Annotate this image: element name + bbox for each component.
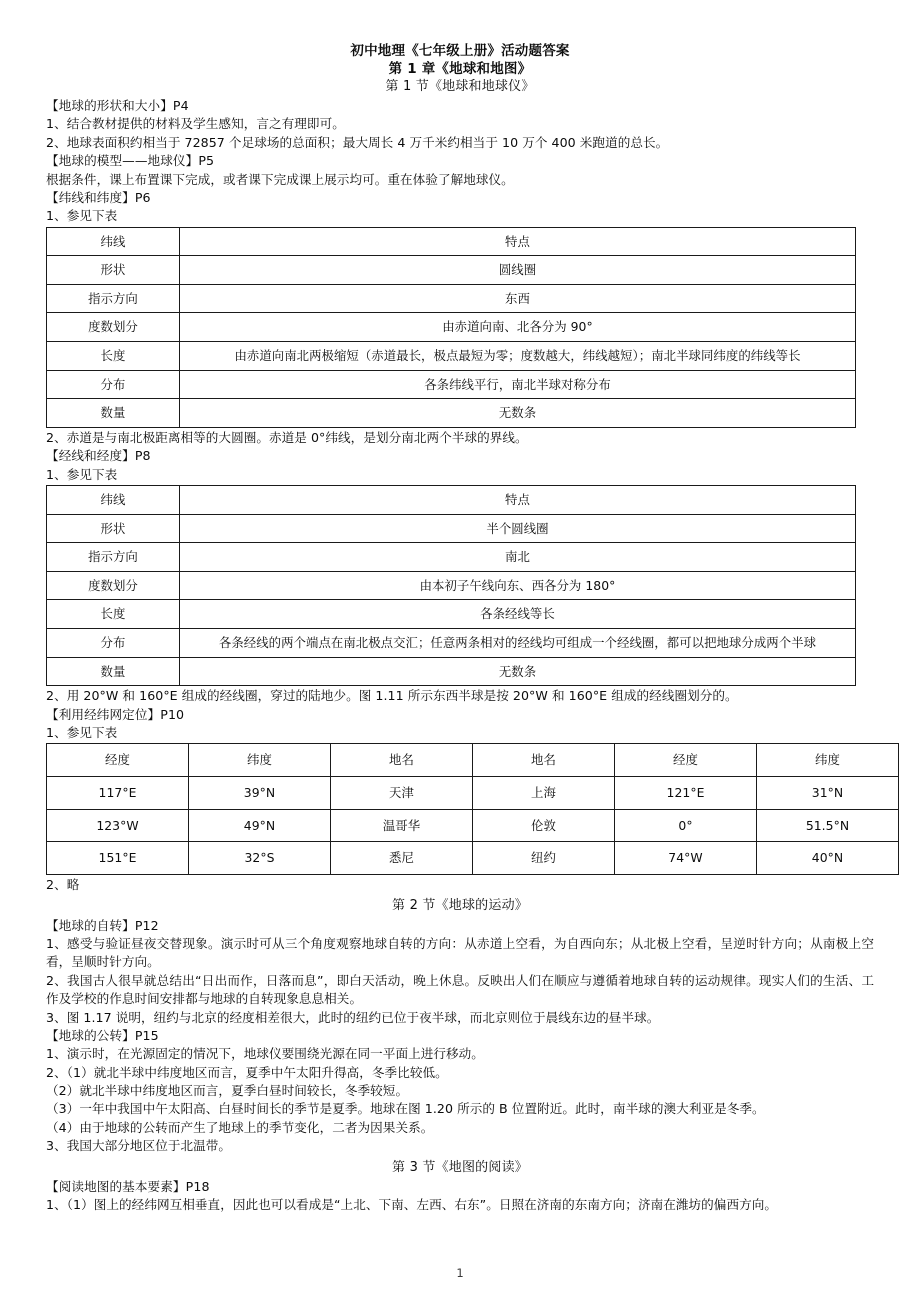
table-cell-key: 长度 bbox=[47, 342, 180, 371]
table-cell: 151°E bbox=[47, 842, 189, 875]
table-cell: 32°S bbox=[189, 842, 331, 875]
table-cell-key: 分布 bbox=[47, 370, 180, 399]
table-cell: 温哥华 bbox=[331, 809, 473, 842]
table-cell: 40°N bbox=[757, 842, 899, 875]
heading-longitude: 【经线和经度】P8 bbox=[46, 448, 151, 464]
longitude-table-body bbox=[47, 486, 856, 686]
table-header-row bbox=[47, 744, 899, 777]
table-row bbox=[47, 342, 856, 371]
section-2-heading: 第 2 节《地球的运动》 bbox=[392, 898, 528, 914]
table-header-cell: 特点 bbox=[180, 227, 856, 256]
table-row bbox=[47, 284, 856, 313]
title-block bbox=[46, 42, 874, 97]
paragraph-s2-9: 3、我国大部分地区位于北温带。 bbox=[46, 1138, 232, 1154]
table-cell: 天津 bbox=[331, 777, 473, 810]
table-cell-value: 各条纬线平行，南北半球对称分布 bbox=[180, 370, 856, 399]
table-cell: 74°W bbox=[615, 842, 757, 875]
heading-earth-rotation: 【地球的自转】P12 bbox=[46, 917, 159, 933]
table-cell-key: 长度 bbox=[47, 600, 180, 629]
section-1-heading: 第 1 节《地球和地球仪》 bbox=[385, 79, 535, 95]
paragraph-s2-3: 3、图 1.17 说明，纽约与北京的经度相差很大，此时的纽约已位于夜半球，而北京则位于晨线东边的昼半球。 bbox=[46, 1009, 660, 1025]
table-cell-key: 度数划分 bbox=[47, 571, 180, 600]
table-cell-value: 半个圆线圈 bbox=[180, 514, 856, 543]
table-row bbox=[47, 571, 856, 600]
heading-earth-revolution: 【地球的公转】P15 bbox=[46, 1027, 159, 1043]
table-cell-key: 度数划分 bbox=[47, 313, 180, 342]
paragraph-s1-2: 2、地球表面积约相当于 72857 个足球场的总面积；最大周长 4 万千米约相当于 10 万个 400 米跑道的总长。 bbox=[46, 134, 669, 150]
paragraph-s1-8: 1、参见下表 bbox=[46, 725, 118, 741]
coordinates-table-body bbox=[47, 744, 899, 874]
table-cell: 上海 bbox=[473, 777, 615, 810]
table-cell-key: 指示方向 bbox=[47, 284, 180, 313]
table-header-cell: 纬线 bbox=[47, 486, 180, 515]
table-row bbox=[47, 514, 856, 543]
table-header-cell: 纬线 bbox=[47, 227, 180, 256]
table-cell-value: 南北 bbox=[180, 543, 856, 572]
paragraph-s2-2: 2、我国古人很早就总结出“日出而作，日落而息”，即白天活动，晚上休息。反映出人们在顺应与遵循着地球自转的运动规律。现实人们的生活、工作及学校的作息时间安排都与地球的自转现象息息相关。 bbox=[46, 972, 874, 1007]
heading-map-basic-elements: 【阅读地图的基本要素】P18 bbox=[46, 1179, 210, 1195]
chapter-title: 第 1 章《地球和地图》 bbox=[388, 61, 532, 78]
table-row bbox=[47, 629, 856, 658]
table-row bbox=[47, 777, 899, 810]
table-cell-value: 东西 bbox=[180, 284, 856, 313]
table-row bbox=[47, 809, 899, 842]
table-header-row bbox=[47, 227, 856, 256]
table-cell: 0° bbox=[615, 809, 757, 842]
paragraph-s2-6: （2）就北半球中纬度地区而言，夏季白昼时间较长，冬季较短。 bbox=[46, 1083, 409, 1099]
table-cell: 123°W bbox=[47, 809, 189, 842]
table-row bbox=[47, 313, 856, 342]
heading-latitude: 【纬线和纬度】P6 bbox=[46, 189, 151, 205]
paragraph-s2-7: （3）一年中我国中午太阳高、白昼时间长的季节是夏季。地球在图 1.20 所示的 B 位置附近。此时，南半球的澳大利亚是冬季。 bbox=[46, 1101, 765, 1117]
table-header-row bbox=[47, 486, 856, 515]
paragraph-s3-1: 1、（1）图上的经纬网互相垂直，因此也可以看成是“上北、下南、左西、右东”。日照在济南的东南方向；济南在潍坊的偏西方向。 bbox=[46, 1197, 778, 1213]
table-cell: 49°N bbox=[189, 809, 331, 842]
paragraph-s2-1: 1、感受与验证昼夜交替现象。演示时可从三个角度观察地球自转的方向：从赤道上空看，为自西向东；从北极上空看，呈逆时针方向；从南极上空看，呈顺时针方向。 bbox=[46, 936, 874, 970]
table-cell: 117°E bbox=[47, 777, 189, 810]
table-cell: 伦敦 bbox=[473, 809, 615, 842]
table-cell-key: 形状 bbox=[47, 514, 180, 543]
table-cell: 39°N bbox=[189, 777, 331, 810]
table-header-cell: 纬度 bbox=[189, 744, 331, 777]
table-cell-value: 由赤道向南北两极缩短（赤道最长，极点最短为零；度数越大，纬线越短）；南北半球同纬度的纬线等长 bbox=[180, 342, 856, 371]
table-cell-value: 圆线圈 bbox=[180, 256, 856, 285]
table-cell: 31°N bbox=[757, 777, 899, 810]
table-header-cell: 经度 bbox=[615, 744, 757, 777]
table-cell: 51.5°N bbox=[757, 809, 899, 842]
paragraph-s2-4: 1、演示时，在光源固定的情况下，地球仪要围绕光源在同一平面上进行移动。 bbox=[46, 1046, 484, 1062]
table-row bbox=[47, 657, 856, 686]
table-header-cell: 地名 bbox=[473, 744, 615, 777]
table-cell-key: 数量 bbox=[47, 657, 180, 686]
paragraph-s1-5: 2、赤道是与南北极距离相等的大圆圈。赤道是 0°纬线，是划分南北两个半球的界线。 bbox=[46, 429, 528, 445]
table-cell: 纽约 bbox=[473, 842, 615, 875]
table-row bbox=[47, 370, 856, 399]
table-cell-value: 由赤道向南、北各分为 90° bbox=[180, 313, 856, 342]
heading-grid-location: 【利用经纬网定位】P10 bbox=[46, 706, 185, 722]
table-cell: 悉尼 bbox=[331, 842, 473, 875]
table-header-cell: 经度 bbox=[47, 744, 189, 777]
coordinates-table bbox=[46, 743, 899, 874]
latitude-table-body bbox=[47, 227, 856, 427]
table-cell-key: 分布 bbox=[47, 629, 180, 658]
document-title: 初中地理《七年级上册》活动题答案 bbox=[350, 43, 570, 59]
paragraph-s1-6: 1、参见下表 bbox=[46, 466, 118, 482]
table-cell: 121°E bbox=[615, 777, 757, 810]
table-cell-key: 形状 bbox=[47, 256, 180, 285]
paragraph-s1-4: 1、参见下表 bbox=[46, 208, 118, 224]
paragraph-s1-3: 根据条件，课上布置课下完成，或者课下完成课上展示均可。重在体验了解地球仪。 bbox=[46, 171, 514, 187]
heading-earth-shape-size: 【地球的形状和大小】P4 bbox=[46, 98, 189, 113]
paragraph-s1-9: 2、略 bbox=[46, 876, 80, 892]
table-cell-value: 各条经线的两个端点在南北极点交汇；任意两条相对的经线均可组成一个经线圈，都可以把地球分成两个半球 bbox=[180, 629, 856, 658]
paragraph-s2-8: （4）由于地球的公转而产生了地球上的季节变化，二者为因果关系。 bbox=[46, 1119, 434, 1135]
table-cell-value: 由本初子午线向东、西各分为 180° bbox=[180, 571, 856, 600]
table-row bbox=[47, 256, 856, 285]
table-cell-value: 无数条 bbox=[180, 657, 856, 686]
latitude-table bbox=[46, 227, 856, 428]
table-row bbox=[47, 600, 856, 629]
table-header-cell: 纬度 bbox=[757, 744, 899, 777]
table-header-cell: 地名 bbox=[331, 744, 473, 777]
table-row bbox=[47, 399, 856, 428]
table-cell-key: 数量 bbox=[47, 399, 180, 428]
table-row bbox=[47, 842, 899, 875]
table-cell-key: 指示方向 bbox=[47, 543, 180, 572]
longitude-table bbox=[46, 485, 856, 686]
table-cell-value: 无数条 bbox=[180, 399, 856, 428]
section-3-heading: 第 3 节《地图的阅读》 bbox=[392, 1159, 528, 1175]
table-row bbox=[47, 543, 856, 572]
table-header-cell: 特点 bbox=[180, 486, 856, 515]
paragraph-s1-7: 2、用 20°W 和 160°E 组成的经线圈，穿过的陆地少。图 1.11 所示东西半球是按 20°W 和 160°E 组成的经线圈划分的。 bbox=[46, 688, 738, 704]
page-number: 1 bbox=[456, 1266, 464, 1280]
paragraph-s2-5: 2、（1）就北半球中纬度地区而言，夏季中午太阳升得高，冬季比较低。 bbox=[46, 1064, 448, 1080]
table-cell-value: 各条经线等长 bbox=[180, 600, 856, 629]
heading-earth-model: 【地球的模型——地球仪】P5 bbox=[46, 153, 215, 169]
paragraph-s1-1: 1、结合教材提供的材料及学生感知，言之有理即可。 bbox=[46, 116, 345, 132]
